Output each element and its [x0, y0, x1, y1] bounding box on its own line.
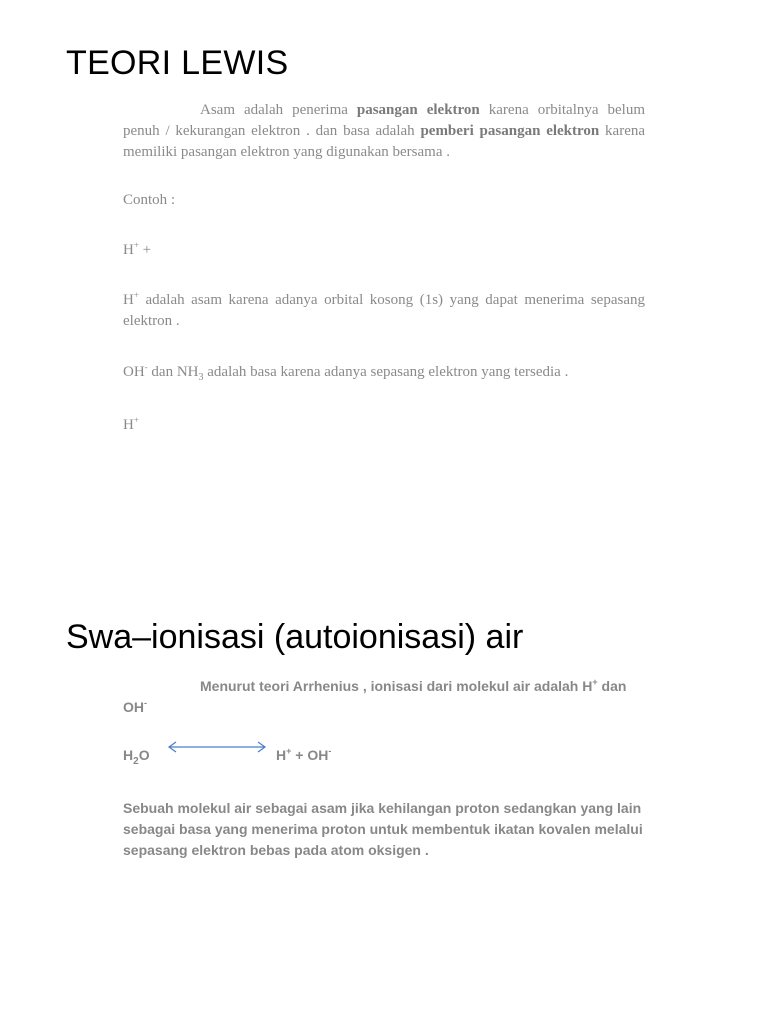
- definition-text-2: karena orbitalnya belum penuh / kekurangan elektron . dan basa adalah: [123, 102, 645, 139]
- nh-symbol: dan NH: [147, 364, 199, 380]
- water-subscript: 2: [133, 756, 139, 767]
- equation-water: [123, 745, 150, 766]
- section-title-lewis: TEORI LEWIS: [66, 44, 289, 82]
- oh-symbol: OH: [123, 364, 145, 380]
- example-h-charge: +: [133, 240, 139, 250]
- example-plus: +: [138, 242, 152, 258]
- h-acid-symbol: H: [123, 292, 134, 308]
- water-h: H: [123, 747, 134, 763]
- arrhenius-oh: dan OH: [123, 678, 627, 715]
- example-h: H: [123, 242, 134, 258]
- bases-paragraph: [123, 362, 645, 383]
- arrhenius-text: Menurut teori Arrhenius , ionisasi dari molekul air adalah H: [200, 678, 593, 694]
- bases-text: adalah basa karena adanya sepasang elektron yang tersedia .: [203, 364, 569, 380]
- lewis-definition-paragraph: [123, 100, 645, 163]
- ion-oh-charge: -: [328, 746, 332, 756]
- ion-h-charge: +: [286, 746, 292, 756]
- arrhenius-oh-charge: -: [144, 698, 147, 708]
- second-h: H: [123, 417, 134, 433]
- ion-h: H: [276, 747, 287, 763]
- section-title-autoionization: Swa–ionisasi (autoionisasi) air: [66, 618, 524, 656]
- definition-text-3: karena memiliki pasangan elektron yang digunakan bersama .: [123, 123, 646, 160]
- definition-bold-2: pemberi pasangan elektron: [420, 123, 600, 139]
- double-arrow-icon: [167, 739, 267, 755]
- second-reaction: [123, 415, 645, 436]
- equation-ions: [276, 745, 331, 766]
- nh-subscript: 3: [198, 372, 204, 383]
- autoionization-equation: [123, 745, 645, 769]
- oh-charge: -: [144, 362, 148, 372]
- proton-paragraph: Sebuah molekul air sebagai asam jika kehilangan proton sedangkan yang lain sebagai basa yang menerima proton untuk membentuk ikatan kovalen melalui sepasang elektron bebas pada atom oksigen .: [123, 800, 643, 858]
- h-acid-text: adalah asam karena adanya orbital kosong (1s) yang dapat menerima sepasang elektron .: [123, 292, 645, 329]
- second-h-charge: +: [133, 415, 139, 425]
- h-acid-paragraph: [123, 290, 645, 332]
- ion-plus: +: [291, 747, 308, 763]
- arrhenius-h-charge: +: [592, 677, 598, 687]
- water-o: O: [138, 747, 150, 763]
- ion-oh: OH: [307, 747, 329, 763]
- arrhenius-paragraph: [123, 676, 645, 718]
- example-reaction: [123, 240, 645, 261]
- h-acid-charge: +: [133, 290, 139, 300]
- definition-bold-1: pasangan elektron: [356, 102, 480, 118]
- example-label: Contoh :: [123, 192, 176, 208]
- definition-text-1: Asam adalah penerima: [200, 102, 357, 118]
